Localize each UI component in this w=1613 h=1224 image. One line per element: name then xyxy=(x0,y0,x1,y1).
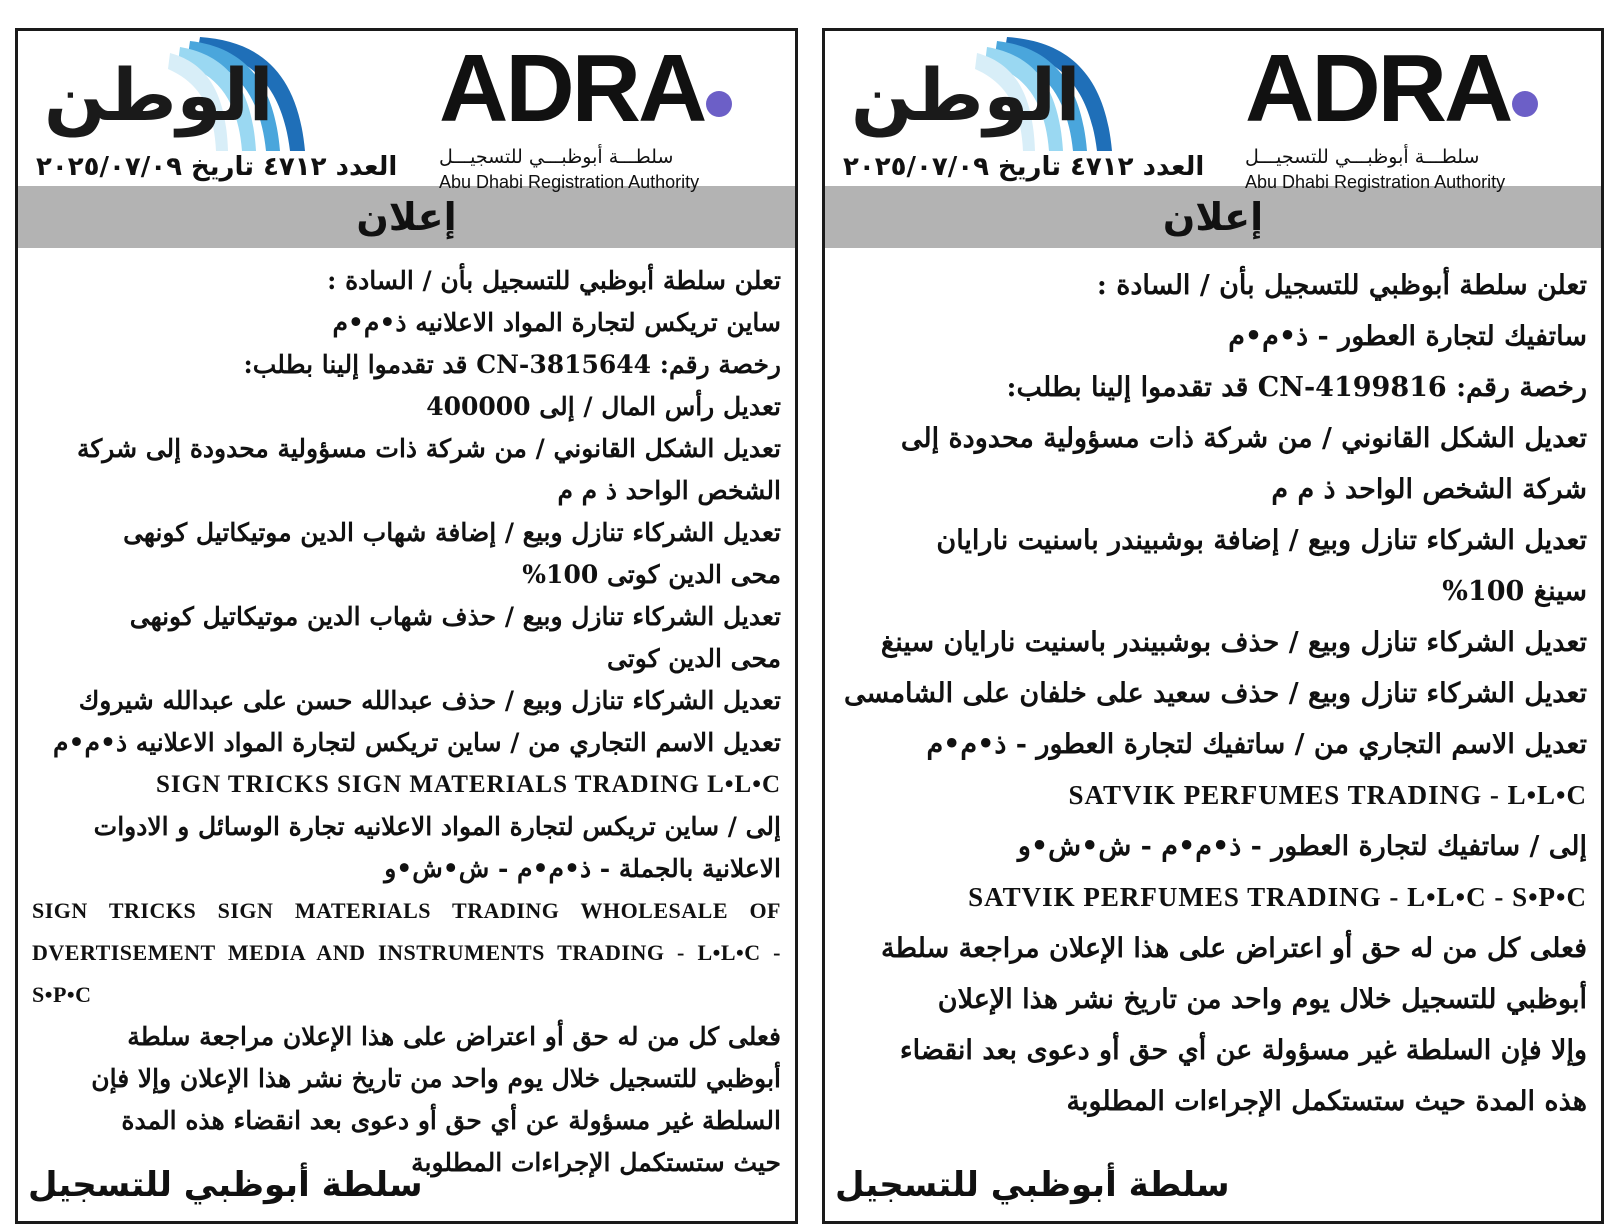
notice-line: تعديل الشكل القانوني / من شركة ذات مسؤولية محدودة إلى xyxy=(900,423,1587,454)
notice-line: ساين تريكس لتجارة المواد الاعلانيه ذ•م•م xyxy=(332,308,781,337)
notice-line: تعلن سلطة أبوظبي للتسجيل بأن / السادة : xyxy=(327,266,781,295)
al-watan-logo xyxy=(837,33,1127,151)
notice-line: وإلا فإن السلطة غير مسؤولة عن أي حق أو دعوى بعد انقضاء xyxy=(899,1035,1587,1066)
adra-english-name: Abu Dhabi Registration Authority xyxy=(1245,172,1506,192)
notice-line-english: DVERTISEMENT MEDIA AND INSTRUMENTS TRADING - L•L•C - S•P•C xyxy=(32,940,781,1007)
notice-line: أبوظبي للتسجيل خلال يوم واحد من تاريخ نشر هذا الإعلان وإلا فإن xyxy=(91,1064,781,1093)
notice-line-english: SIGN TRICKS SIGN MATERIALS TRADING L•L•C xyxy=(155,771,781,798)
notice-body xyxy=(825,248,1601,1127)
notice-line: فعلى كل من له حق أو اعتراض على هذا الإعلان مراجعة سلطة xyxy=(881,933,1587,964)
notice-line: تعديل الشركاء تنازل وبيع / حذف بوشبيندر باسنيت نارايان سينغ xyxy=(880,627,1587,658)
notice-line: إلى / ساين تريكس لتجارة المواد الاعلانيه تجارة الوسائل و الادوات xyxy=(93,812,781,841)
notice-line: سينغ 100% xyxy=(1442,576,1587,607)
notice-line: الاعلانية بالجملة - ذ•م•م - ش•ش•و xyxy=(384,854,781,883)
notice-title: إعلان xyxy=(18,186,795,248)
al-watan-logo xyxy=(30,33,320,151)
notice-line: تعديل الشركاء تنازل وبيع / حذف سعيد على خلفان على الشامسى xyxy=(843,678,1587,709)
notice-left xyxy=(15,28,798,1224)
notice-line: محى الدين كوتى 100% xyxy=(522,560,781,589)
notice-line-english: SIGN TRICKS SIGN MATERIALS TRADING WHOLESALE OF xyxy=(32,898,781,923)
notice-title: إعلان xyxy=(825,186,1601,248)
notice-line: فعلى كل من له حق أو اعتراض على هذا الإعلان مراجعة سلطة xyxy=(127,1022,781,1051)
notice-line: رخصة رقم: CN-4199816 قد تقدموا إلينا بطلب: xyxy=(1006,372,1587,403)
adra-logo xyxy=(439,35,759,193)
notice-line: السلطة غير مسؤولة عن أي حق أو دعوى بعد انقضاء هذه المدة xyxy=(121,1106,781,1135)
notice-line: حيث ستستكمل الإجراءات المطلوبة xyxy=(411,1148,781,1177)
notice-right xyxy=(822,28,1604,1224)
signature: سلطة أبوظبي للتسجيل xyxy=(28,1165,423,1205)
adra-english-name: Abu Dhabi Registration Authority xyxy=(439,172,700,192)
adra-wordmark: ADRA xyxy=(1245,35,1511,142)
adra-wordmark: ADRA xyxy=(439,35,705,142)
notice-line: محى الدين كوتى xyxy=(606,644,781,673)
notice-line: إلى / ساتفيك لتجارة العطور - ذ•م•م - ش•ش•و xyxy=(1017,831,1587,862)
notice-line-english: SATVIK PERFUMES TRADING - L•L•C xyxy=(1068,780,1587,810)
adra-arabic-name: سلطـــة أبوظبـــي للتسجيـــل xyxy=(439,146,674,168)
notice-line: تعديل الشركاء تنازل وبيع / حذف شهاب الدين موتيكاتيل كونهى xyxy=(129,602,781,631)
issue-number-date: العدد ٤٧١٢ تاريخ ٢٠٢٥/٠٧/٠٩ xyxy=(843,152,1205,182)
notice-header xyxy=(825,31,1601,192)
al-watan-wordmark: الوطن xyxy=(851,53,1081,137)
signature: سلطة أبوظبي للتسجيل xyxy=(835,1165,1230,1205)
notice-body xyxy=(18,248,795,1184)
al-watan-wordmark: الوطن xyxy=(44,53,274,137)
notice-line: ساتفيك لتجارة العطور - ذ•م•م xyxy=(1228,321,1587,352)
notice-line-english: SATVIK PERFUMES TRADING - L•L•C - S•P•C xyxy=(968,882,1587,912)
notice-line: تعديل الشكل القانوني / من شركة ذات مسؤولية محدودة إلى شركة xyxy=(76,434,781,463)
adra-arabic-name: سلطـــة أبوظبـــي للتسجيـــل xyxy=(1245,146,1480,168)
notice-line: تعديل الشركاء تنازل وبيع / حذف عبدالله حسن على عبدالله شيروك xyxy=(78,686,781,715)
notice-line: هذه المدة حيث ستستكمل الإجراءات المطلوبة xyxy=(1066,1086,1587,1117)
notice-line: تعديل الاسم التجاري من / ساين تريكس لتجارة المواد الاعلانيه ذ•م•م xyxy=(53,728,781,757)
notice-line: تعديل الشركاء تنازل وبيع / إضافة شهاب الدين موتيكاتيل كونهى xyxy=(123,518,781,547)
notice-line: تعديل رأس المال / إلى 400000 xyxy=(426,392,781,421)
notice-line: رخصة رقم: CN-3815644 قد تقدموا إلينا بطلب: xyxy=(243,350,781,379)
notice-line: الشخص الواحد ذ م م xyxy=(557,476,781,505)
notice-line: تعديل الشركاء تنازل وبيع / إضافة بوشبيندر باسنيت نارايان xyxy=(936,525,1587,556)
adra-dot-icon xyxy=(1512,91,1538,117)
notice-header xyxy=(18,31,795,192)
notice-line: شركة الشخص الواحد ذ م م xyxy=(1271,474,1587,505)
adra-logo xyxy=(1245,35,1565,193)
notice-line: أبوظبي للتسجيل خلال يوم واحد من تاريخ نشر هذا الإعلان xyxy=(937,984,1587,1015)
adra-dot-icon xyxy=(706,91,732,117)
issue-number-date: العدد ٤٧١٢ تاريخ ٢٠٢٥/٠٧/٠٩ xyxy=(36,152,398,182)
notice-line: تعديل الاسم التجاري من / ساتفيك لتجارة العطور - ذ•م•م xyxy=(926,729,1587,760)
notice-line: تعلن سلطة أبوظبي للتسجيل بأن / السادة : xyxy=(1096,270,1587,301)
